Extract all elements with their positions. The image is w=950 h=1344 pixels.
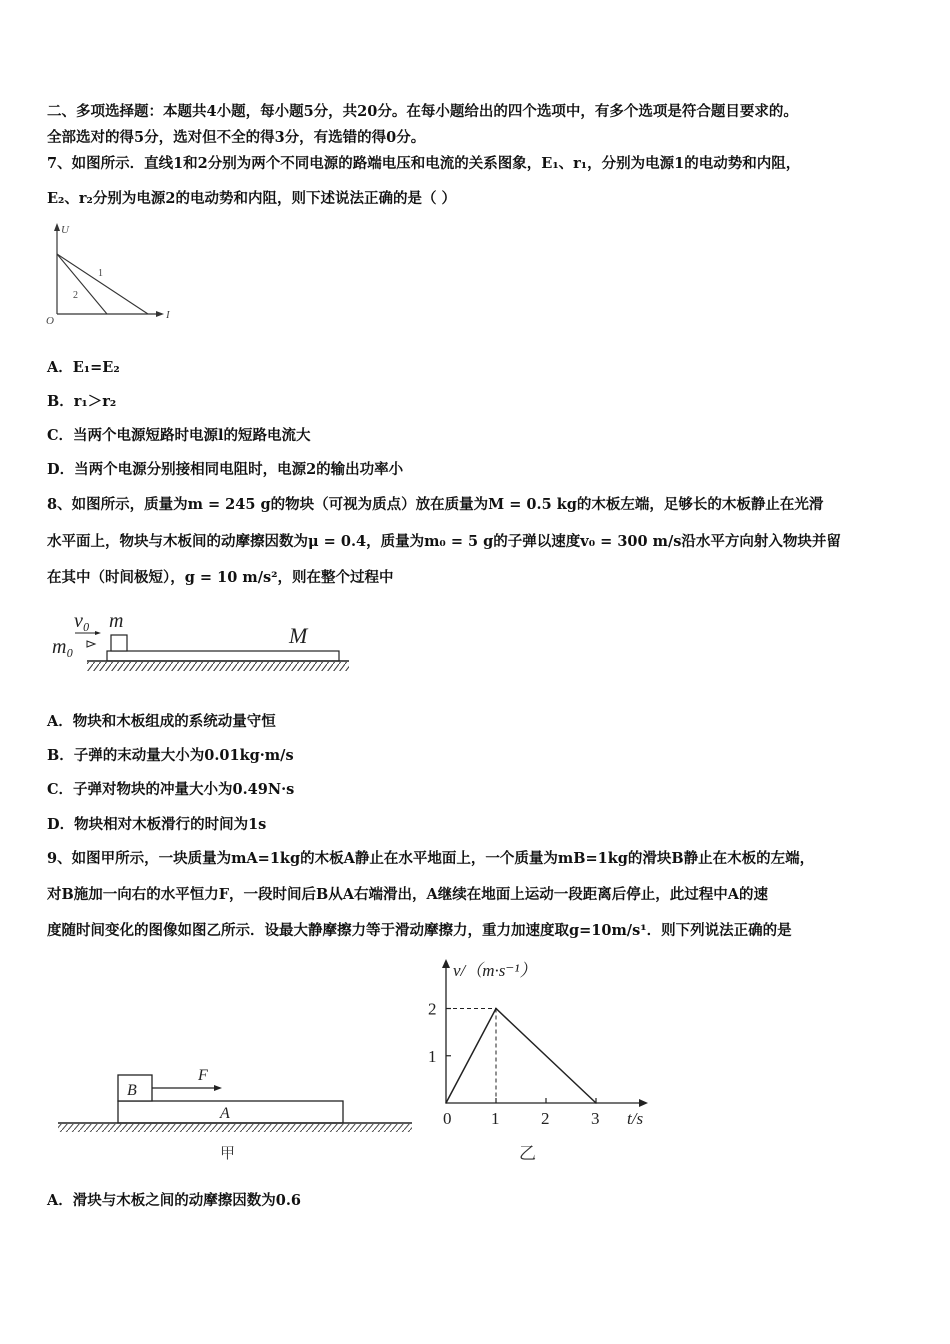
q8-label-m: m [109, 610, 124, 632]
vt-point-1 [495, 1008, 497, 1010]
q7-origin-label: O [46, 315, 54, 327]
q8-option-d: D．物块相对木板滑行的时间为1s [47, 816, 267, 833]
q8-block-m [111, 635, 127, 651]
vt-series-line [446, 1009, 596, 1103]
q7-line2-label: 2 [73, 290, 78, 301]
q7-axis-x-label: I [166, 309, 170, 321]
q8-label-m0: m₀ [52, 636, 74, 658]
q9-force-arrow-head [214, 1085, 222, 1091]
q7-line1-label: 1 [98, 268, 103, 279]
q8-board-M [107, 651, 339, 661]
vt-xtick-label-2: 2 [541, 1109, 550, 1128]
q7-x-arrow [156, 311, 164, 317]
q9-stem-line2: 对B施加一向右的水平恒力F，一段时间后B从A右端滑出，A继续在地面上运动一段距离后停止，此过程中A的速 [47, 886, 769, 903]
vt-y-arrow [442, 959, 450, 968]
q9-label-B: B [127, 1082, 137, 1099]
vt-xtick-label-3: 3 [591, 1109, 600, 1128]
q9-label-A: A [220, 1105, 230, 1122]
q8-v0-arrow-head [95, 631, 101, 635]
section-header-line1: 二、多项选择题：本题共4小题，每小题5分，共20分。在每小题给出的四个选项中，有多个选项是符合题目要求的。 [47, 103, 798, 120]
vt-xtick-label-1: 1 [491, 1109, 500, 1128]
vt-xtick-label-0: 0 [443, 1109, 452, 1128]
q8-option-a: A．物块和木板组成的系统动量守恒 [47, 713, 276, 730]
vt-x-arrow [639, 1099, 648, 1107]
q8-stem-line1: 8、如图所示，质量为m = 245 g的物块（可视为质点）放在质量为M = 0.5 kg的木板左端，足够长的木板静止在光滑 [47, 496, 824, 513]
q8-option-c: C．子弹对物块的冲量大小为0.49N·s [47, 781, 295, 798]
q7-stem-line1: 7、如图所示．直线1和2分别为两个不同电源的路端电压和电流的关系图象，E₁、r₁，分别为电源1的电动势和内阻， [47, 155, 801, 172]
q7-option-a: A．E₁=E₂ [47, 359, 120, 376]
q9-option-a: A．滑块与木板之间的动摩擦因数为0.6 [47, 1192, 301, 1209]
q9-figure-yi-chart [415, 953, 665, 1165]
section-header-line2: 全部选对的得5分，选对但不全的得3分，有选错的得0分。 [47, 129, 426, 146]
vt-xlabel: t/s [627, 1109, 644, 1128]
q7-line-1 [57, 254, 148, 314]
q8-bullet-block-figure [45, 600, 355, 684]
q8-bullet [87, 641, 95, 647]
q8-option-b: B．子弹的末动量大小为0.01kg·m/s [47, 747, 294, 764]
q9-figure-jia [50, 1060, 420, 1170]
vt-ylabel: v/（m·s⁻¹） [453, 961, 537, 980]
q7-ui-graph [40, 218, 180, 330]
q7-line-2 [57, 254, 107, 314]
q8-stem-line3: 在其中（时间极短），g = 10 m/s²，则在整个过程中 [47, 569, 394, 586]
vt-point-0 [445, 1102, 447, 1104]
q9-board-A [118, 1101, 343, 1123]
q9-stem-line3: 度随时间变化的图像如图乙所示．设最大静摩擦力等于滑动摩擦力，重力加速度取g=10m/s¹．则下列说法正确的是 [47, 922, 792, 939]
q7-stem-line2: E₂、r₂分别为电源2的电动势和内阻，则下述说法正确的是（ ） [47, 190, 457, 207]
q7-option-c: C．当两个电源短路时电源l的短路电流大 [47, 427, 311, 444]
q7-option-b: B．r₁＞r₂ [47, 393, 117, 410]
q9-ground-hatch [58, 1124, 412, 1132]
q8-stem-line2: 水平面上，物块与木板间的动摩擦因数为μ = 0.4，质量为m₀ = 5 g的子弹以速度v₀ = 300 m/s沿水平方向射入物块并留 [47, 533, 841, 550]
q8-label-v0: v₀ [74, 610, 90, 632]
q8-label-M: M [289, 623, 308, 648]
q7-axis-y-label: U [61, 224, 69, 236]
q9-label-F: F [198, 1067, 208, 1084]
vt-ytick-label-1: 1 [428, 1046, 437, 1066]
vt-ytick-label-2: 2 [428, 999, 437, 1019]
q7-y-arrow [54, 223, 60, 231]
vt-caption: 乙 [519, 1144, 536, 1163]
q8-ground-hatch [87, 662, 349, 671]
vt-point-2 [595, 1102, 597, 1104]
q9-caption-jia: 甲 [220, 1146, 236, 1162]
q7-option-d: D．当两个电源分别接相同电阻时，电源2的输出功率小 [47, 461, 404, 478]
q9-stem-line1: 9、如图甲所示，一块质量为mA=1kg的木板A静止在水平地面上，一个质量为mB=1kg的滑块B静止在木板的左端， [47, 850, 815, 867]
